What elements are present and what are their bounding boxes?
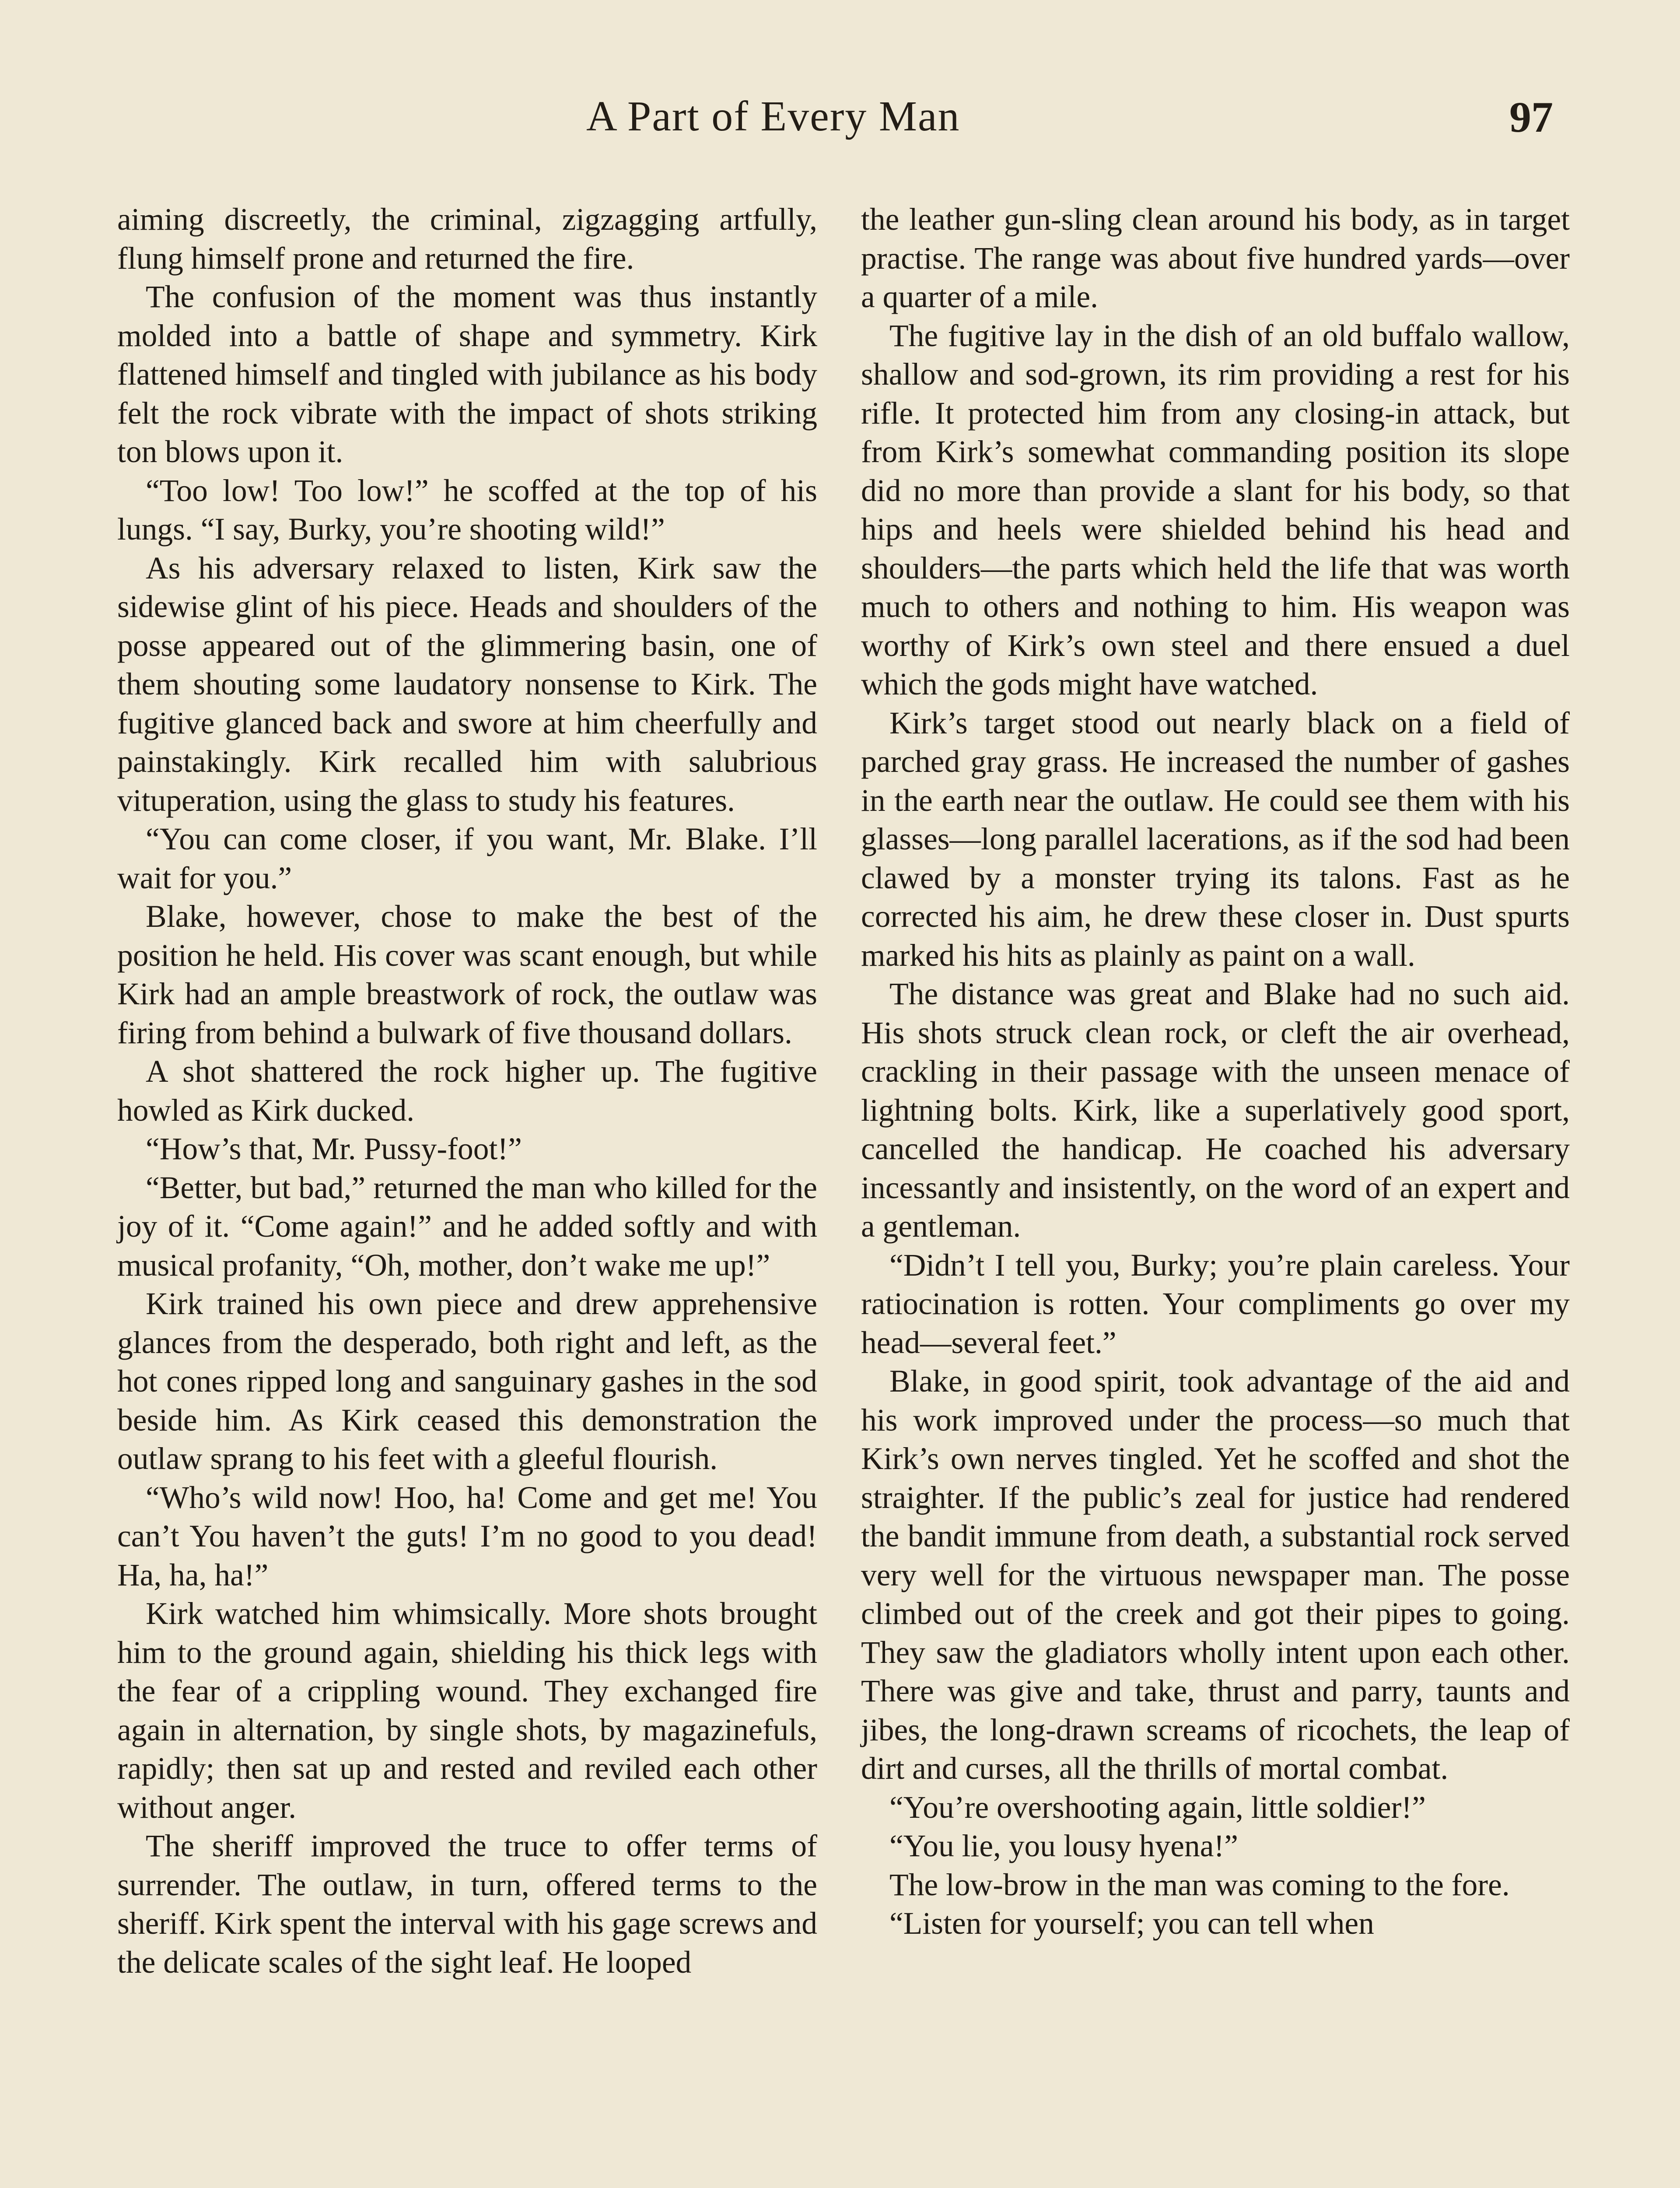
paragraph: Blake, however, chose to make the best of the position he held. His cover was scant enough, but while Kirk had an ample breastwork of rock, the outlaw was firing from behind a bulwark of five thousand dollars. (117, 899, 817, 1050)
paragraph: “You can come closer, if you want, Mr. Blake. I’ll wait for you.” (117, 822, 817, 895)
paragraph: A shot shattered the rock higher up. The fugitive howled as Kirk ducked. (117, 1054, 817, 1128)
paragraph: The confusion of the moment was thus instantly molded into a battle of shape and symmetry. Kirk flattened himself and tingled with jubilance as his body felt the rock vibrate with the impact of shots striking ton blows upon it. (117, 280, 817, 469)
paragraph: The fugitive lay in the dish of an old buffalo wallow, shallow and sod-grown, its rim providing a rest for his rifle. It protected him from any closing-in attack, but from Kirk’s somewhat commanding position its slope did no more than provide a slant for his body, so that hips and heels were shielded behind his head and shoulders—the parts which held the life that was worth much to others and nothing to him. His weapon was worthy of Kirk’s own steel and there ensued a duel which the gods might have watched. (861, 318, 1570, 701)
paragraph: The sheriff improved the truce to offer terms of surrender. The outlaw, in turn, offered terms to the sheriff. Kirk spent the interval with his gage screws and the delicate scales of the sight leaf. He looped (117, 1829, 817, 1980)
paragraph: aiming discreetly, the criminal, zigzagging artfully, flung himself prone and returned the fire. (117, 202, 817, 276)
paragraph: “Didn’t I tell you, Burky; you’re plain careless. Your ratiocination is rotten. Your compliments go over my head—several feet.” (861, 1248, 1570, 1360)
paragraph: “You’re overshooting again, little soldier!” (889, 1790, 1426, 1825)
paragraph: “You lie, you lousy hyena!” (889, 1829, 1239, 1863)
page-number: 97 (1509, 93, 1553, 141)
paragraph: “Who’s wild now! Hoo, ha! Come and get me! You can’t You haven’t the guts! I’m no good to you dead! Ha, ha, ha!” (117, 1480, 817, 1592)
page-header (0, 92, 1680, 158)
paragraph: “How’s that, Mr. Pussy-foot!” (146, 1132, 522, 1166)
paragraph: As his adversary relaxed to listen, Kirk saw the sidewise glint of his piece. Heads and shoulders of the posse appeared out of the glimmering basin, one of them shouting some laudatory nonsense to Kirk. The fugitive glanced back and swore at him cheerfully and painstakingly. Kirk recalled him with salubrious vituperation, using the glass to study his features. (117, 551, 817, 818)
left-column (117, 200, 817, 1982)
paragraph: “Better, but bad,” returned the man who killed for the joy of it. “Come again!” and he added softly and with musical profanity, “Oh, mother, don’t wake me up!” (117, 1170, 817, 1283)
paragraph: “Too low! Too low!” he scoffed at the top of his lungs. “I say, Burky, you’re shooting wild!” (117, 473, 817, 547)
paragraph: the leather gun-sling clean around his body, as in target practise. The range was about five hundred yards—over a quarter of a mile. (861, 202, 1570, 314)
paragraph: Blake, in good spirit, took advantage of the aid and his work improved under the process—so much that Kirk’s own nerves tingled. Yet he scoffed and shot the straighter. If the public’s zeal for justice had rendered the bandit immune from death, a substantial rock served very well for the virtuous newspaper man. The posse climbed out of the creek and got their pipes to going. They saw the gladiators wholly intent upon each other. There was give and take, thrust and parry, taunts and jibes, the long-drawn screams of ricochets, the leap of dirt and curses, all the thrills of mortal combat. (861, 1364, 1570, 1786)
paragraph: Kirk’s target stood out nearly black on a field of parched gray grass. He increased the number of gashes in the earth near the outlaw. He could see them with his glasses—long parallel lacerations, as if the sod had been clawed by a monster trying its talons. Fast as he corrected his aim, he drew these closer in. Dust spurts marked his hits as plainly as paint on a wall. (861, 705, 1570, 973)
paragraph: The low-brow in the man was coming to the fore. (889, 1867, 1510, 1902)
running-title: A Part of Every Man (586, 93, 960, 140)
paragraph: Kirk watched him whimsically. More shots brought him to the ground again, shielding his thick legs with the fear of a crippling wound. They exchanged fire again in alternation, by single shots, by magazinefuls, rapidly; then sat up and rested and reviled each other without anger. (117, 1596, 817, 1825)
paragraph: “Listen for yourself; you can tell when (889, 1906, 1374, 1941)
paragraph: Kirk trained his own piece and drew apprehensive glances from the desperado, both right and left, as the hot cones ripped long and sanguinary gashes in the sod beside him. As Kirk ceased this demonstration the outlaw sprang to his feet with a gleeful flourish. (117, 1287, 817, 1476)
paragraph: The distance was great and Blake had no such aid. His shots struck clean rock, or cleft the air overhead, crackling in their passage with the unseen menace of lightning bolts. Kirk, like a superlatively good sport, cancelled the handicap. He coached his adversary incessantly and insistently, on the word of an expert and a gentleman. (861, 977, 1570, 1244)
right-column (861, 200, 1570, 1943)
